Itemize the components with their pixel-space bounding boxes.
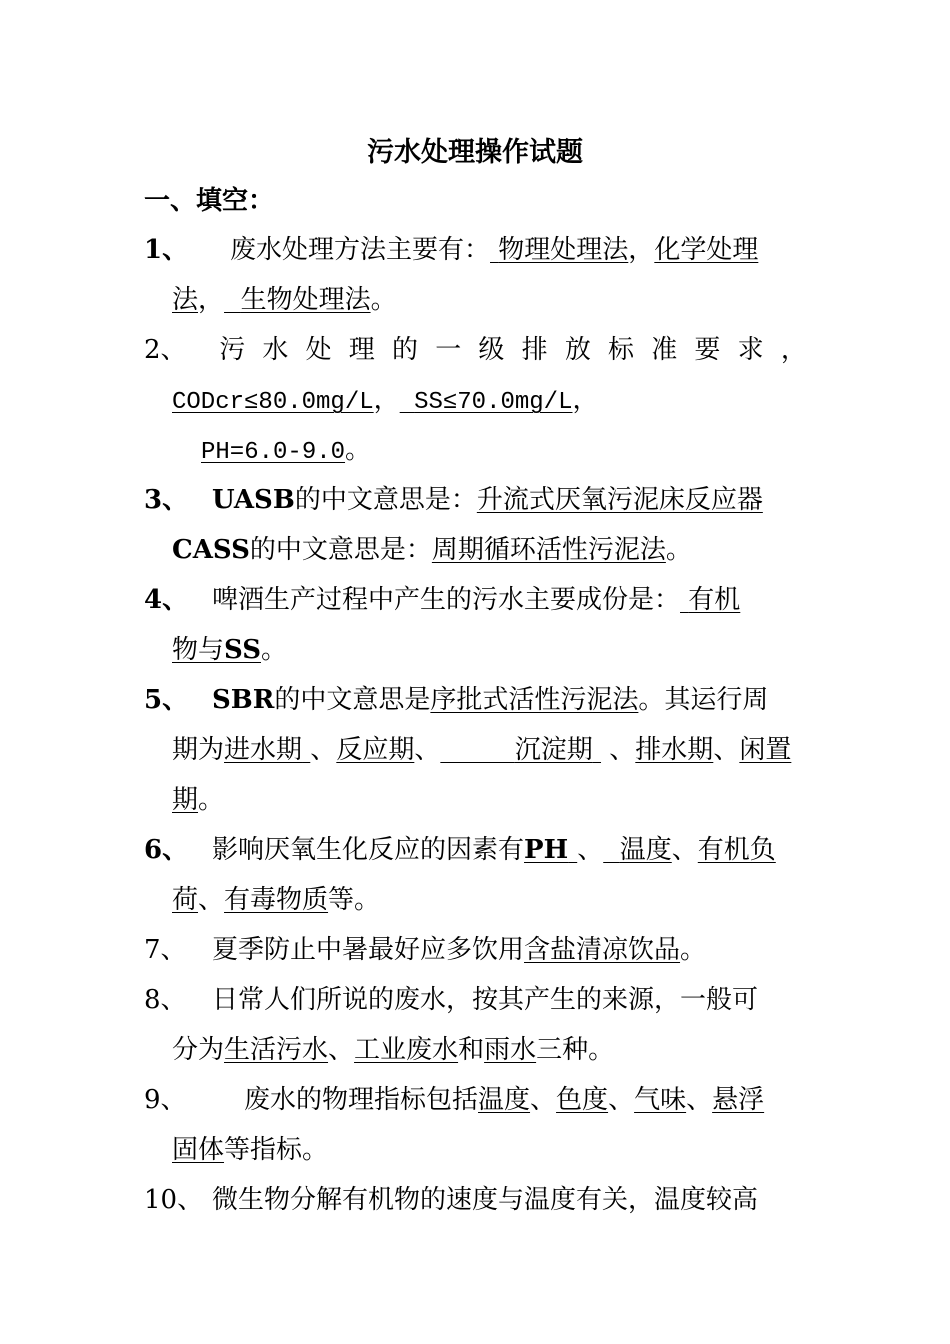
question-char: 放 — [564, 335, 591, 365]
document-title: 污水处理操作试题 — [367, 137, 583, 168]
answer-blank: 雨水 — [484, 1035, 537, 1065]
answer-blank: 温度 — [619, 835, 672, 865]
answer-blank: PH=6.0-9.0 — [201, 439, 346, 466]
question-2-line-2: CODcr≤80.0mg/L， SS≤70.0mg/L， — [172, 385, 599, 416]
question-char: 级 — [478, 335, 505, 365]
question-char: 的 — [392, 335, 419, 365]
question-char: 一 — [435, 335, 462, 365]
question-text: 废水处理方法主要有： — [230, 235, 491, 265]
question-6-line-1: 6、 影响厌氧生化反应的因素有PH 、 温度、有机负 — [144, 835, 776, 865]
answer-blank: 周期循环活性污泥法 — [431, 535, 666, 565]
answer-blank: 升流式厌氧污泥床反应器 — [476, 485, 763, 515]
answer-blank: 反应期 — [336, 735, 415, 765]
question-number: 2、 — [144, 335, 187, 365]
question-4-line-1: 4、 啤酒生产过程中产生的污水主要成份是： 有机 — [144, 585, 741, 615]
question-number: 3、 — [144, 485, 189, 515]
answer-blank: CODcr≤80.0mg/L — [172, 389, 374, 416]
answer-blank: 序批式活性污泥法 — [430, 685, 639, 715]
answer-blank: 气味 — [634, 1085, 687, 1115]
section-heading: 一、填空： — [144, 186, 275, 216]
question-char: 污 — [219, 335, 246, 365]
question-char: 水 — [262, 335, 289, 365]
answer-blank: 含盐清凉饮品 — [524, 935, 681, 965]
answer-blank: 闲置 — [739, 735, 792, 765]
answer-blank: 进水期 — [224, 735, 303, 765]
answer-blank: 生活污水 — [224, 1035, 329, 1065]
question-number: 9、 — [144, 1085, 187, 1115]
answer-blank: 生物处理法 — [240, 285, 371, 315]
question-1-line-1: 1、 废水处理方法主要有： 物理处理法，化学处理 — [144, 235, 759, 265]
question-5-line-1: 5、 SBR的中文意思是序批式活性污泥法。其运行周 — [144, 685, 769, 715]
question-7-line-1: 7、 夏季防止中暑最好应多饮用含盐清凉饮品。 — [144, 935, 707, 965]
question-char: 排 — [521, 335, 548, 365]
question-8-line-2: 分为生活污水、工业废水和雨水三种。 — [172, 1035, 615, 1065]
answer-blank: 有机 — [688, 585, 741, 615]
question-3-line-1: 3、 UASB的中文意思是：升流式厌氧污泥床反应器 — [144, 485, 763, 515]
question-5-line-3: 期。 — [172, 785, 225, 815]
question-3-line-2: CASS的中文意思是：周期循环活性污泥法。 — [172, 535, 692, 565]
question-2-line-1 — [144, 333, 807, 367]
question-2-line-3: PH=6.0-9.0。 — [201, 435, 372, 466]
answer-blank: SS≤70.0mg/L — [414, 389, 573, 416]
question-5-line-2: 期为进水期 、反应期、 沉淀期 、排水期、闲置 — [172, 735, 792, 765]
question-number: 10、 — [144, 1185, 204, 1215]
question-char: 标 — [608, 335, 635, 365]
question-number: 8、 — [144, 985, 187, 1015]
answer-blank: 物理处理法 — [498, 235, 629, 265]
answer-blank: 工业废水 — [354, 1035, 459, 1065]
question-6-line-2: 荷、有毒物质等。 — [172, 885, 381, 915]
question-10-line-1: 10、 微生物分解有机物的速度与温度有关，温度较高 — [144, 1185, 759, 1215]
question-9-line-2: 固体等指标。 — [172, 1135, 329, 1165]
question-8-line-1: 8、 日常人们所说的废水，按其产生的来源，一般可 — [144, 985, 759, 1015]
answer-blank: 排水期 — [635, 735, 714, 765]
question-char: 理 — [348, 335, 375, 365]
question-char: 准 — [651, 335, 678, 365]
answer-blank: 沉淀期 — [514, 735, 593, 765]
question-char: 处 — [305, 335, 332, 365]
question-number: 6、 — [144, 835, 189, 865]
question-char: 要 — [694, 335, 721, 365]
answer-blank: 化学处理 — [654, 235, 759, 265]
question-number: 1、 — [144, 235, 189, 265]
question-char: 求 — [737, 335, 764, 365]
question-1-line-2: 法， 生物处理法。 — [172, 285, 397, 315]
answer-blank: 有机负 — [697, 835, 776, 865]
answer-blank: 温度 — [478, 1085, 531, 1115]
question-9-line-1: 9、 废水的物理指标包括温度、色度、气味、悬浮 — [144, 1085, 765, 1115]
answer-blank: 有毒物质 — [224, 885, 329, 915]
question-number: 5、 — [144, 685, 189, 715]
question-char: ， — [780, 335, 807, 365]
question-number: 4、 — [144, 585, 189, 615]
question-number: 7、 — [144, 935, 187, 965]
answer-blank: PH — [524, 835, 569, 865]
answer-blank: 悬浮 — [712, 1085, 765, 1115]
question-4-line-2: 物与SS。 — [172, 635, 288, 665]
answer-blank: 色度 — [556, 1085, 609, 1115]
